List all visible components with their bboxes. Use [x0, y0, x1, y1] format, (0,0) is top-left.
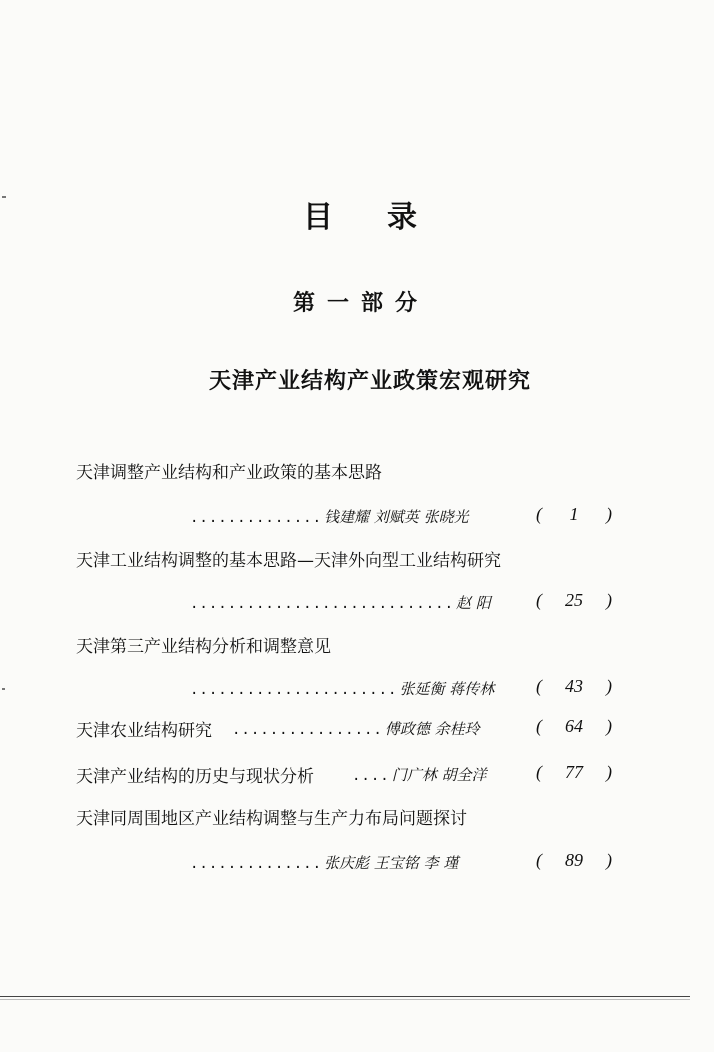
scan-speck: [2, 688, 5, 690]
bottom-rule: [0, 996, 690, 997]
toc-entry-authors-line-5: [352, 764, 487, 785]
toc-entry-page-5: ( 77 ): [536, 762, 612, 782]
toc-entry-page-6: ( 89 ): [536, 850, 612, 870]
leader-dots: ..............: [190, 510, 323, 526]
page-number: 64: [565, 716, 583, 736]
toc-entry-authors-line-3: [190, 678, 494, 699]
toc-entry-title-4: 天津农业结构研究: [76, 721, 212, 741]
toc-entry-page-3: ( 43 ): [536, 676, 612, 696]
page-number: 1: [569, 504, 579, 524]
leader-dots: ..............: [190, 856, 323, 872]
toc-entry-page-4: ( 64 ): [536, 716, 612, 736]
page-number: 89: [565, 850, 583, 870]
section-heading: 天津产业结构产业政策宏观研究: [208, 369, 531, 394]
toc-entry-authors-line-4: [232, 718, 480, 739]
page-number: 77: [565, 762, 583, 782]
toc-entry-authors-line-1: [190, 506, 469, 527]
toc-entry-authors-5: 门广林 胡全洋: [391, 766, 487, 784]
toc-title: [0, 192, 714, 236]
toc-entry-authors-4: 傅政德 余桂玲: [384, 720, 480, 738]
toc-entry-title-6: 天津同周围地区产业结构调整与生产力布局问题探讨: [76, 809, 467, 829]
toc-entry-page-2: ( 25 ): [536, 590, 612, 610]
leader-dots: ............................: [190, 596, 455, 612]
toc-entry-authors-line-2: [190, 592, 491, 613]
toc-entry-title-2: 天津工业结构调整的基本思路—天津外向型工业结构研究: [76, 551, 501, 571]
toc-entry-title-5: 天津产业结构的历史与现状分析: [76, 767, 314, 787]
toc-entry-authors-2: 赵 阳: [456, 594, 491, 612]
scan-speck: [2, 196, 6, 198]
toc-entry-authors-3: 张延衡 蒋传林: [399, 680, 495, 698]
leader-dots: ................: [232, 722, 383, 738]
toc-entry-authors-1: 钱建耀 刘赋英 张晓光: [324, 508, 469, 526]
toc-title-right: 录: [387, 200, 419, 235]
part-heading: 第一部分: [292, 291, 429, 316]
page-number: 43: [565, 676, 583, 696]
page-number: 25: [565, 590, 583, 610]
leader-dots: ....: [352, 768, 390, 784]
toc-title-left: 目: [303, 200, 335, 235]
toc-entry-title-3: 天津第三产业结构分析和调整意见: [76, 637, 331, 657]
leader-dots: ......................: [190, 682, 398, 698]
toc-entry-title-1: 天津调整产业结构和产业政策的基本思路: [76, 463, 382, 483]
toc-entry-page-1: ( 1 ): [536, 504, 612, 524]
toc-entry-authors-line-6: [190, 852, 458, 873]
bottom-rule-shadow: [0, 999, 690, 1000]
toc-entry-authors-6: 张庆彪 王宝铭 李 瑾: [324, 854, 459, 872]
